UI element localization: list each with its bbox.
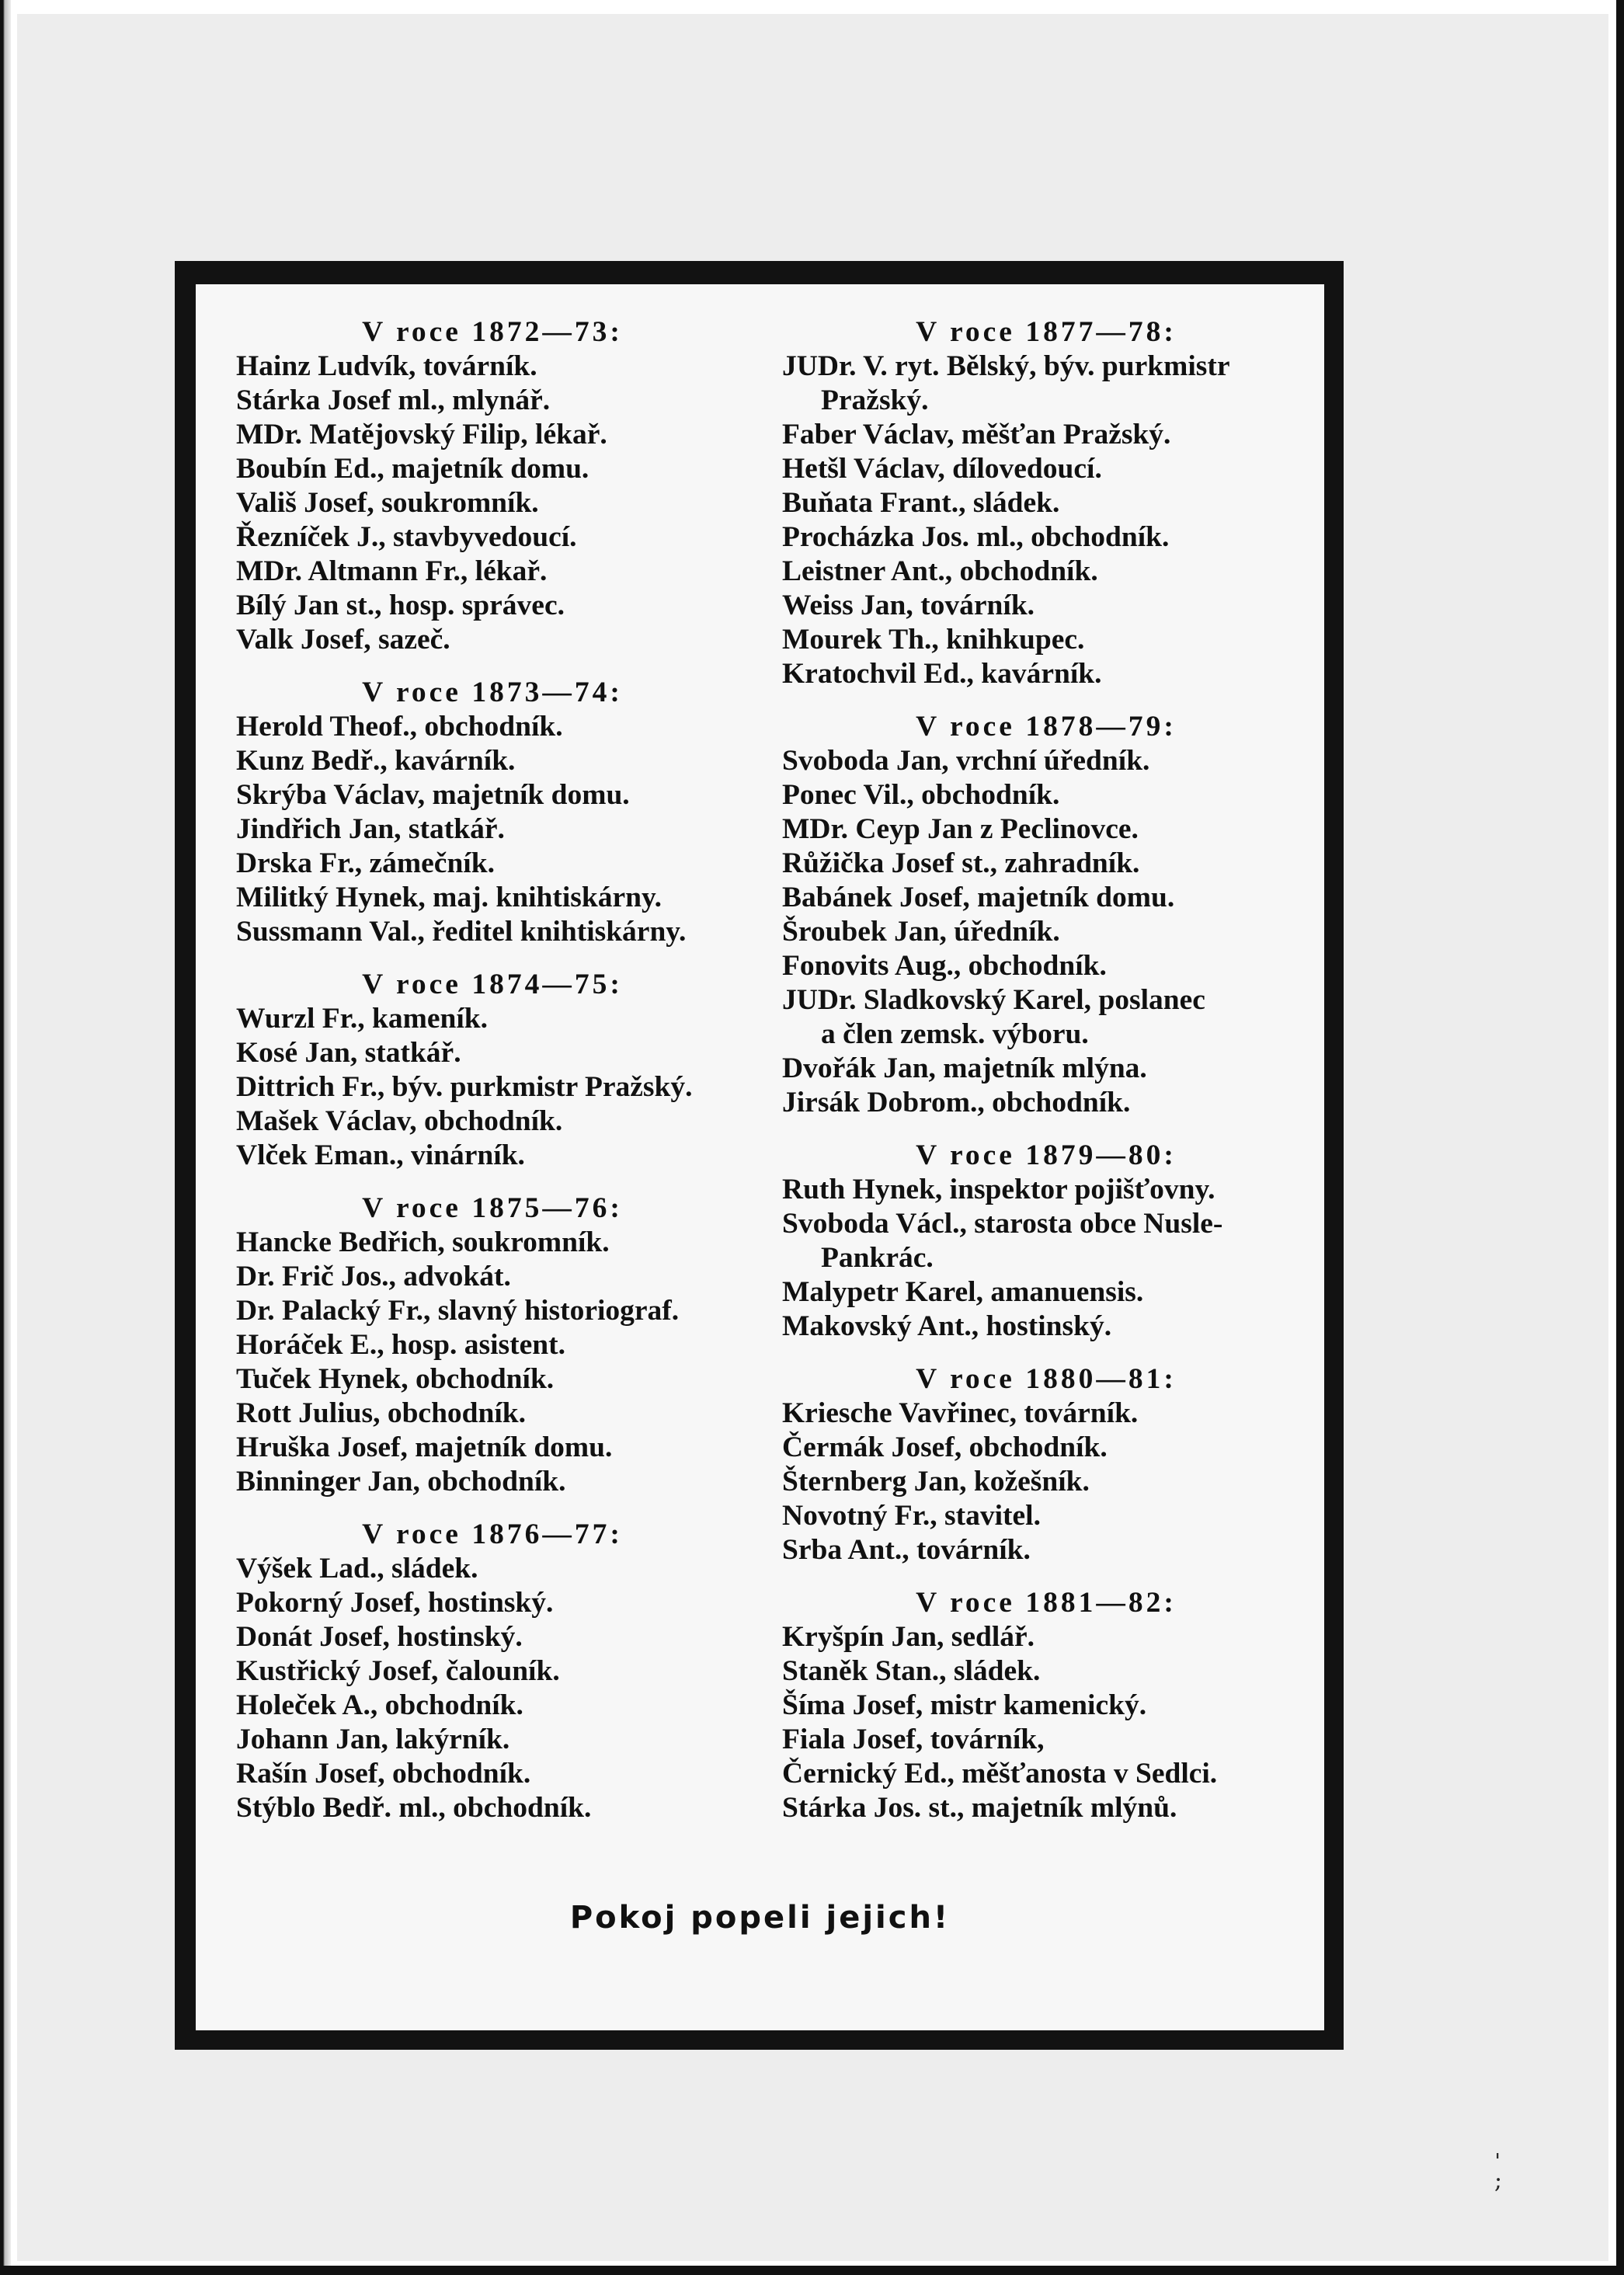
list-item: Malypetr Karel, amanuensis. — [782, 1276, 1144, 1308]
page-left-edge — [0, 0, 11, 2275]
list-item: Buňata Frant., sládek. — [782, 487, 1060, 519]
list-item: Weiss Jan, továrník. — [782, 590, 1035, 621]
list-item: Makovský Ant., hostinský. — [782, 1310, 1112, 1342]
list-item: Kosé Jan, statkář. — [236, 1037, 461, 1069]
name-list — [236, 1552, 749, 1825]
list-item — [782, 983, 1310, 1052]
list-item: Ruth Hynek, inspektor pojišťovny. — [782, 1174, 1215, 1205]
entry-line: JUDr. Sladkovský Karel, poslanec — [782, 984, 1205, 1016]
margin-mark: ˈ ; — [1494, 2150, 1503, 2194]
name-list — [782, 1397, 1310, 1567]
list-item: Růžička Josef st., zahradník. — [782, 847, 1140, 879]
list-item: Stýblo Bedř. ml., obchodník. — [236, 1792, 592, 1824]
list-item: Hruška Josef, majetník domu. — [236, 1431, 613, 1463]
name-list — [236, 1002, 749, 1173]
list-item: Leistner Ant., obchodník. — [782, 555, 1098, 587]
list-item: Hetšl Václav, dílovedoucí. — [782, 453, 1102, 485]
entry-line: JUDr. V. ryt. Bělský, býv. purkmistr — [782, 350, 1230, 382]
list-item: Řezníček J., stavbyvedoucí. — [236, 521, 577, 553]
entry-continuation: Pražský. — [821, 384, 929, 416]
list-item: Militký Hynek, maj. knihtiskárny. — [236, 882, 662, 913]
list-item: MDr. Altmann Fr., lékař. — [236, 555, 548, 587]
list-item: Novotný Fr., stavitel. — [782, 1500, 1041, 1532]
right-column — [782, 315, 1310, 1844]
year-heading: V roce 1879—80: — [916, 1139, 1177, 1171]
list-item: Sussmann Val., ředitel knihtiskárny. — [236, 916, 687, 948]
left-column — [236, 315, 749, 1844]
list-item: Skrýba Václav, majetník domu. — [236, 779, 630, 811]
list-item: Kriesche Vavřinec, továrník. — [782, 1397, 1139, 1429]
name-list — [782, 1620, 1310, 1825]
entry-continuation: a člen zemsk. výboru. — [821, 1018, 1089, 1050]
name-list — [782, 744, 1310, 1120]
list-item: Kustřický Josef, čalouník. — [236, 1655, 560, 1687]
list-item: Ponec Vil., obchodník. — [782, 779, 1060, 811]
list-item: MDr. Ceyp Jan z Peclinovce. — [782, 813, 1139, 845]
list-item: Vlček Eman., vinárník. — [236, 1139, 525, 1171]
list-item: Dittrich Fr., býv. purkmistr Pražský. — [236, 1071, 693, 1103]
list-item: Černický Ed., měšťanosta v Sedlci. — [782, 1758, 1218, 1790]
list-item: Jirsák Dobrom., obchodník. — [782, 1087, 1131, 1118]
list-item: Fiala Josef, továrník, — [782, 1724, 1045, 1755]
year-heading: V roce 1880—81: — [916, 1363, 1177, 1395]
list-item: Fonovits Aug., obchodník. — [782, 950, 1107, 982]
list-item: Hainz Ludvík, továrník. — [236, 350, 537, 382]
list-item: Herold Theof., obchodník. — [236, 711, 563, 743]
page-right-edge — [1616, 0, 1624, 2275]
list-item: Čermák Josef, obchodník. — [782, 1431, 1108, 1463]
list-item: Bílý Jan st., hosp. správec. — [236, 590, 565, 621]
list-item: Dvořák Jan, majetník mlýna. — [782, 1052, 1147, 1084]
list-item: Faber Václav, měšťan Pražský. — [782, 419, 1171, 450]
list-item: Binninger Jan, obchodník. — [236, 1466, 566, 1498]
list-item: Stárka Josef ml., mlynář. — [236, 384, 551, 416]
list-item: Babánek Josef, majetník domu. — [782, 882, 1175, 913]
list-item: Pokorný Josef, hostinský. — [236, 1587, 554, 1619]
list-item: Donát Josef, hostinský. — [236, 1621, 523, 1653]
list-item: Rott Julius, obchodník. — [236, 1397, 527, 1429]
list-item: Svoboda Jan, vrchní úředník. — [782, 745, 1150, 777]
year-heading: V roce 1881—82: — [916, 1587, 1177, 1619]
list-item: Šíma Josef, mistr kamenický. — [782, 1689, 1147, 1721]
year-heading: V roce 1876—77: — [362, 1518, 623, 1550]
memorial-list-panel — [196, 284, 1324, 2030]
list-item: Jindřich Jan, statkář. — [236, 813, 505, 845]
list-item: Výšek Lad., sládek. — [236, 1553, 478, 1584]
list-item: Rašín Josef, obchodník. — [236, 1758, 531, 1790]
list-item: Stárka Jos. st., majetník mlýnů. — [782, 1792, 1177, 1824]
list-item: Dr. Frič Jos., advokát. — [236, 1261, 511, 1292]
name-list — [236, 1226, 749, 1499]
list-item: Staněk Stan., sládek. — [782, 1655, 1041, 1687]
list-item: Srba Ant., továrník. — [782, 1534, 1031, 1566]
year-heading: V roce 1874—75: — [362, 969, 623, 1000]
list-item: Horáček E., hosp. asistent. — [236, 1329, 565, 1361]
list-item: Šternberg Jan, kožešník. — [782, 1466, 1090, 1498]
list-item: Mašek Václav, obchodník. — [236, 1105, 563, 1137]
entry-line: Svoboda Václ., starosta obce Nusle- — [782, 1208, 1223, 1240]
year-heading: V roce 1875—76: — [362, 1192, 623, 1224]
page-bottom-edge — [0, 2266, 1624, 2275]
list-item: Šroubek Jan, úředník. — [782, 916, 1060, 948]
list-item — [782, 350, 1310, 418]
name-list — [236, 710, 749, 949]
name-list — [782, 1173, 1310, 1344]
entry-continuation: Pankrác. — [821, 1242, 934, 1274]
list-item: Tuček Hynek, obchodník. — [236, 1363, 555, 1395]
name-list — [782, 350, 1310, 691]
list-item: Holeček A., obchodník. — [236, 1689, 523, 1721]
year-heading: V roce 1872—73: — [362, 316, 623, 348]
year-heading: V roce 1877—78: — [916, 316, 1177, 348]
year-heading: V roce 1873—74: — [362, 677, 623, 708]
list-item: Hancke Bedřich, soukromník. — [236, 1226, 610, 1258]
year-heading: V roce 1878—79: — [916, 711, 1177, 743]
list-item: Mourek Th., knihkupec. — [782, 624, 1085, 656]
name-list — [236, 350, 749, 657]
list-item — [782, 1207, 1310, 1275]
list-item: Dr. Palacký Fr., slavný historiograf. — [236, 1295, 680, 1327]
list-item: Wurzl Fr., kameník. — [236, 1003, 488, 1035]
list-item: Drska Fr., zámečník. — [236, 847, 495, 879]
list-item: MDr. Matějovský Filip, lékař. — [236, 419, 607, 450]
list-item: Kryšpín Jan, sedlář. — [782, 1621, 1035, 1653]
list-item: Johann Jan, lakýrník. — [236, 1724, 510, 1755]
closing-line: Pokoj popeli jejich! — [569, 1900, 951, 1936]
list-item: Vališ Josef, soukromník. — [236, 487, 539, 519]
list-item: Kunz Bedř., kavárník. — [236, 745, 516, 777]
list-item: Procházka Jos. ml., obchodník. — [782, 521, 1170, 553]
list-item: Valk Josef, sazeč. — [236, 624, 450, 656]
list-item: Boubín Ed., majetník domu. — [236, 453, 589, 485]
list-item: Kratochvil Ed., kavárník. — [782, 658, 1102, 690]
